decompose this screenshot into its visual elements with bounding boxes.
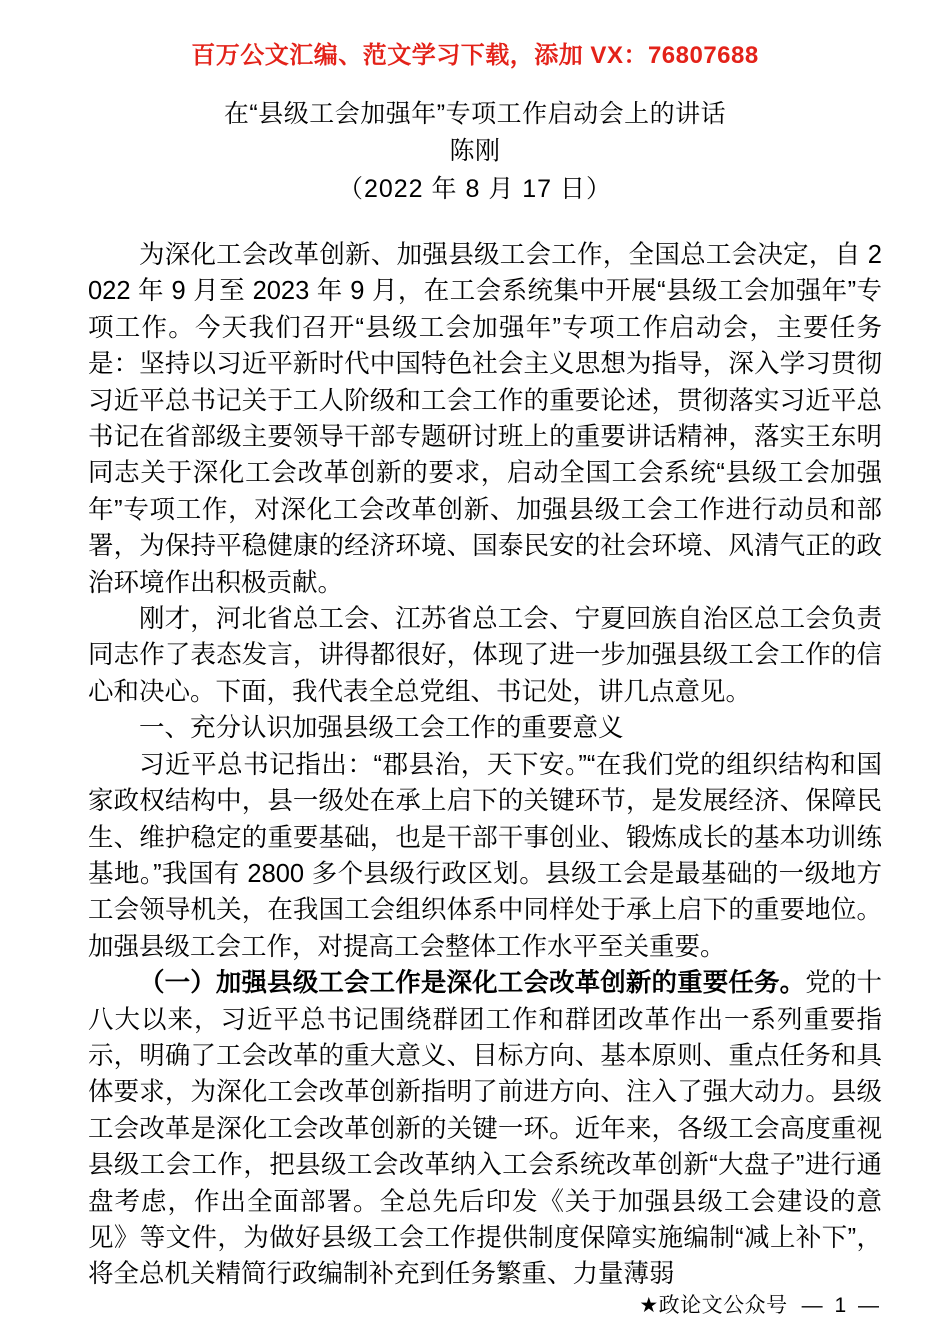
paragraph: 为深化工会改革创新、加强县级工会工作，全国总工会决定，自 2022 年 9 月至 2023 年 9 月，在工会系统集中开展“县级工会加强年”专项工作。今天我们召开“县级工会加强年”专项工作启动会，主要任务是：坚持以习近平新时代中国特色社会主义思想为指导，深入学习贯彻习近平总书记关于工人阶级和工会工作的重要论述，贯彻落实习近平总书记在省部级主要领导干部专题研讨班上的重要讲话精神，落实王东明同志关于深化工会改革创新的要求，启动全国工会系统“县级工会加强年”专项工作，对深化工会改革创新、加强县级工会工作进行动员和部署，为保持平稳健康的经济环境、国泰民安的社会环境、风清气正的政治环境作出积极贡献。 [88, 241, 882, 597]
promo-banner [0, 42, 950, 71]
document-date: （2022 年 8 月 17 日） [337, 175, 613, 203]
paragraph-text: 党的十八大以来，习近平总书记围绕群团工作和群团改革作出一系列重要指示，明确了工会改革的重大意义、目标方向、基本原则、重点任务和具体要求，为深化工会改革创新指明了前进方向、注入了强大动力。县级工会改革是深化工会改革创新的关键一环。近年来，各级工会高度重视县级工会工作，把县级工会改革纳入工会系统改革创新“大盘子”进行通盘考虑，作出全面部署。全总先后印发《关于加强县级工会建设的意见》等文件，为做好县级工会工作提供制度保障实施编制“减上补下”，将全总机关精简行政编制补充到任务繁重、力量薄弱 [88, 969, 882, 1289]
footer-inner [639, 1292, 882, 1320]
document-body [88, 237, 882, 1293]
promo-text: 百万公文汇编、范文学习下载，添加 VX：76807688 [191, 42, 759, 69]
document-title: 在“县级工会加强年”专项工作启动会上的讲话 [223, 100, 727, 128]
document-author: 陈刚 [449, 137, 501, 165]
paragraph: 刚才，河北省总工会、江苏省总工会、宁夏回族自治区总工会负责同志作了表态发言，讲得都很好，体现了进一步加强县级工会工作的信心和决心。下面，我代表全总党组、书记处，讲几点意见。 [88, 605, 882, 706]
paragraph: 习近平总书记指出：“郡县治，天下安。”“在我们党的组织结构和国家政权结构中，县一级处在承上启下的关键环节，是发展经济、保障民生、维护稳定的重要基础，也是干部干事创业、锻炼成长的基本功训练基地。”我国有 2800 多个县级行政区划。县级工会是最基础的一级地方工会领导机关，在我国工会组织体系中同样处于承上启下的重要地位。加强县级工会工作，对提高工会整体工作水平至关重要。 [88, 750, 882, 961]
paragraph-with-bold-lead [88, 965, 882, 1293]
watermark-label: ★政论文公众号 [639, 1294, 788, 1317]
page-footer [0, 1292, 950, 1320]
subsection-heading: （一）加强县级工会工作是深化工会改革创新的重要任务。 [139, 969, 806, 998]
section-heading: 一、充分认识加强县级工会工作的重要意义 [139, 714, 624, 743]
title-block [0, 96, 950, 208]
page-number: — 1 — [801, 1294, 882, 1317]
